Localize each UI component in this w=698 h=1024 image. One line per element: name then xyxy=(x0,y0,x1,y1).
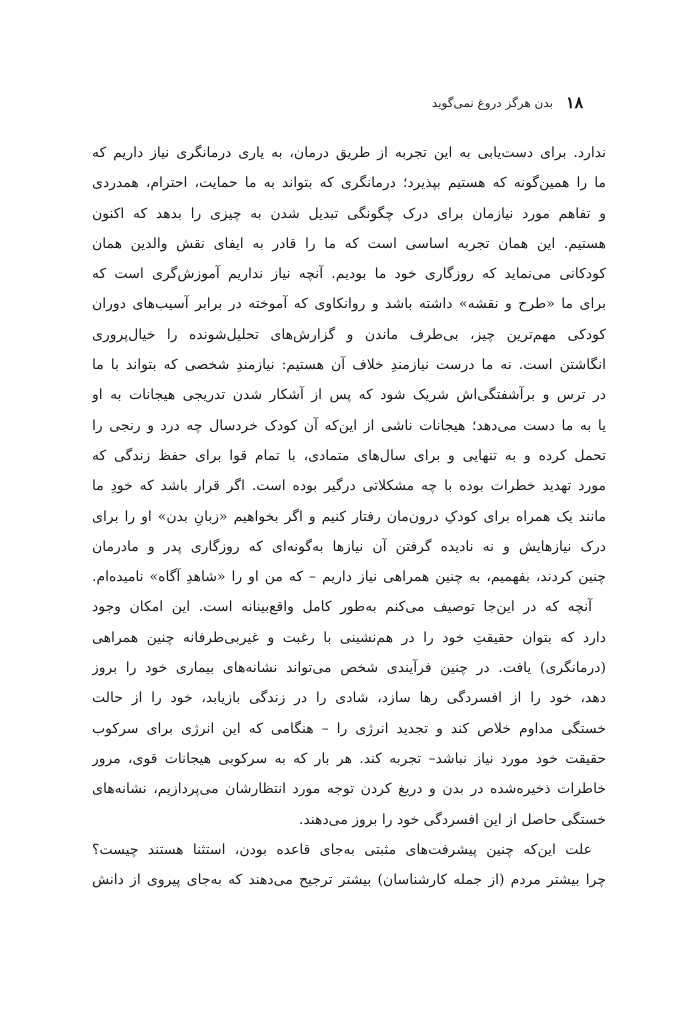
page-number: ۱۸ xyxy=(566,93,584,112)
text-line: و تفاهم مورد نیازمان برای درک چگونگی تبدیل شدن به چیزی را بدهد که اکنون xyxy=(92,205,606,222)
paragraph xyxy=(92,138,606,592)
text-line: خستگی حاصل از این افسردگی خود را بروز می‌دهند. xyxy=(299,811,606,828)
text-line: برای ما «طرح و نقشه» داشته باشد و روانکاوی که آموخته در برابر آسیب‌های دوران xyxy=(92,296,606,313)
text-line: درک نیازهایش و نه نادیده گرفتن آن نیازها به‌گونه‌ای که روزگاری پدر و مادرمان xyxy=(92,538,606,555)
text-line: ندارد. برای دست‌یابی به این تجربه از طریق درمان، به یاری درمانگری نیاز داریم که xyxy=(92,145,606,161)
text-line: خاطرات ذخیره‌شده در بدن و دریغ کردن توجه مورد انتظارشان می‌پردازیم، نشانه‌های xyxy=(92,781,606,798)
book-title: بدن هرگز دروغ نمی‌گوید xyxy=(431,96,553,110)
text-line: آنچه که در این‌جا توصیف می‌کنم به‌طور کامل واقع‌بینانه است. این امکان وجود xyxy=(92,599,592,616)
paragraph xyxy=(92,592,606,834)
text-line: کودکانی می‌نماید که روزگاری خود ما بودیم. آنچه نیاز نداریم آموزش‌گری است که xyxy=(92,266,606,283)
text-line: انگاشتن است. نه ما درست نیازمندِ خلاف آن هستیم: نیازمندِ شخصی که بتواند با ما xyxy=(92,357,606,374)
text-line: کودکی مهم‌ترین چیز، بی‌طرف ماندن و گزارش‌های تحلیل‌شونده را خیال‌پروری xyxy=(92,326,606,343)
text-line: در ترس و برآشفتگی‌اش شریک شود که پس از آشکار شدن تدریجی هیجانات به او xyxy=(92,387,606,404)
text-line: چنین کردند، بفهمیم، به چنین همراهی نیاز داریم – که من او را «شاهدِ آگاه» نامیده‌ام. xyxy=(92,569,606,586)
text-line: علت این‌که چنین پیشرفت‌های مثبتی به‌جای قاعده بودن، استثنا هستند چیست؟ xyxy=(92,841,592,858)
text-line: ما را همین‌گونه که هستیم بپذیرد؛ درمانگری که بتواند به ما حمایت، احترام، همدردی xyxy=(92,175,606,192)
text-line: مانند یک همراه برای کودکِ درون‌مان رفتار کنیم و اگر بخواهیم «زبانِ بدن» او را برای xyxy=(92,508,606,525)
text-line: دارد که بتوان حقیقتِ خود را در هم‌نشینی با رغبت و غیربی‌طرفانه چنین همراهی xyxy=(92,629,606,646)
text-line: چرا بیشتر مردم (از جمله کارشناسان) بیشتر ترجیح می‌دهند که به‌جای پیروی از دانش xyxy=(92,872,606,889)
paragraph xyxy=(92,835,606,896)
text-line: مورد تهدید خطرات بوده با چه مشکلاتی درگیر بوده است. اگر قرار باشد که خودِ ما xyxy=(92,478,606,495)
text-line: دهد، خود را از افسردگی رها سازد، شادی را در زندگی بازیابد، خود را از حالت xyxy=(92,690,606,707)
text-line: هستیم. این همان تجربه اساسی است که ما را قادر به ایفای نقش والدین همان xyxy=(92,235,606,252)
text-line: یا به ما دست می‌دهد؛ هیجانات ناشی از این‌که آن کودک خردسال چه درد و رنجی را xyxy=(92,417,606,434)
text-line: حقیقت خود مورد نیاز نباشد– تجربه کند. هر بار که به سرکوبی هیجانات قوی، مرور xyxy=(92,750,606,767)
running-header xyxy=(0,93,698,113)
text-line: تحمل کرده و به تنهایی و برای سال‌های متمادی، با تمام قوا برای حفظ زندگی که xyxy=(92,447,606,464)
text-line: خستگی مداوم خلاص کند و تجدید انرژی را – هنگامی که این انرژی برای سرکوب xyxy=(92,720,606,737)
body-text xyxy=(92,138,606,895)
text-line: (درمانگری) یافت. در چنین فرآیندی شخص می‌تواند نشانه‌های بیماری خود را بروز xyxy=(92,660,606,677)
